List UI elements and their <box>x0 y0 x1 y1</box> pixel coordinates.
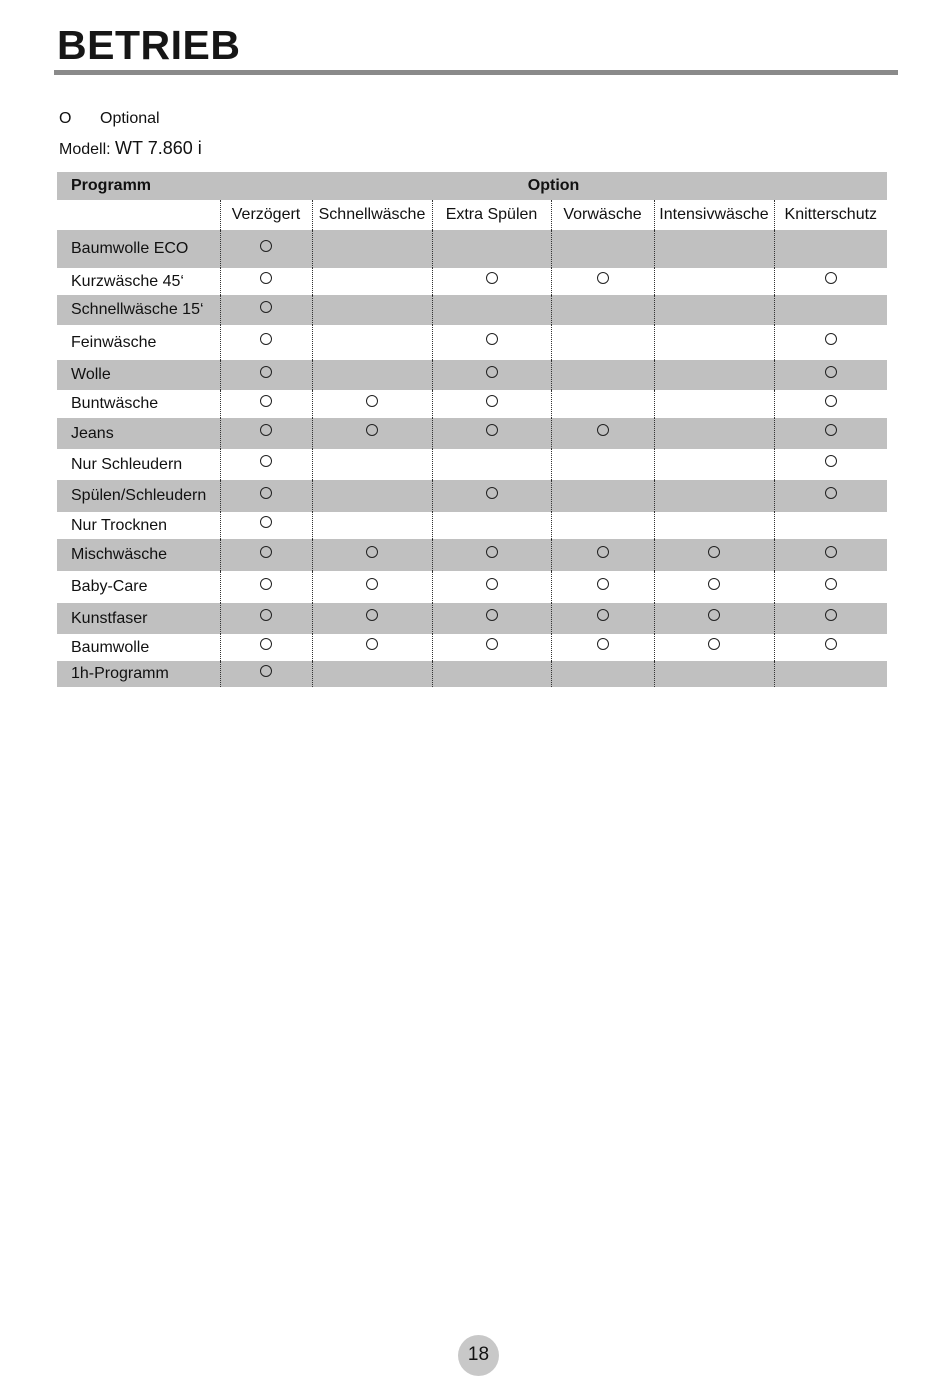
option-columns-row <box>57 200 887 230</box>
option-cell <box>551 571 654 603</box>
option-cell <box>220 418 312 449</box>
option-available-icon <box>825 638 837 650</box>
option-cell <box>654 295 774 325</box>
option-available-icon <box>486 578 498 590</box>
option-available-icon <box>597 272 609 284</box>
option-cell <box>551 634 654 661</box>
column-header: Vorwäsche <box>551 200 654 230</box>
table-row <box>57 268 887 295</box>
option-cell <box>654 449 774 480</box>
column-header: Intensivwäsche <box>654 200 774 230</box>
option-cell <box>312 230 432 268</box>
option-available-icon <box>366 424 378 436</box>
table-row <box>57 634 887 661</box>
program-name: Spülen/Schleudern <box>57 480 220 512</box>
option-available-icon <box>486 272 498 284</box>
option-cell <box>551 230 654 268</box>
option-available-icon <box>597 609 609 621</box>
option-available-icon <box>825 395 837 407</box>
title-divider <box>54 70 898 75</box>
option-cell <box>432 480 551 512</box>
program-name: Nur Trocknen <box>57 512 220 539</box>
table-row <box>57 603 887 634</box>
option-cell <box>432 571 551 603</box>
option-available-icon <box>366 609 378 621</box>
option-available-icon <box>366 395 378 407</box>
option-cell <box>220 390 312 418</box>
option-available-icon <box>260 272 272 284</box>
option-cell <box>551 539 654 571</box>
option-cell <box>654 390 774 418</box>
option-cell <box>432 230 551 268</box>
page-title: BETRIEB <box>57 22 241 68</box>
legend-symbol: O <box>59 110 72 127</box>
program-name: Baumwolle ECO <box>57 230 220 268</box>
option-cell <box>220 449 312 480</box>
option-available-icon <box>366 546 378 558</box>
option-cell <box>551 390 654 418</box>
option-cell <box>220 360 312 390</box>
option-cell <box>432 634 551 661</box>
option-cell <box>432 603 551 634</box>
option-cell <box>551 512 654 539</box>
option-available-icon <box>260 424 272 436</box>
option-cell <box>312 480 432 512</box>
option-cell <box>220 325 312 360</box>
program-name: Buntwäsche <box>57 390 220 418</box>
table-row <box>57 418 887 449</box>
page-number: 18 <box>458 1335 499 1376</box>
table-row <box>57 230 887 268</box>
option-cell <box>312 512 432 539</box>
option-cell <box>551 360 654 390</box>
option-cell <box>220 571 312 603</box>
option-cell <box>774 230 887 268</box>
option-cell <box>432 390 551 418</box>
option-available-icon <box>486 366 498 378</box>
option-available-icon <box>260 455 272 467</box>
option-cell <box>220 661 312 687</box>
table-row <box>57 571 887 603</box>
option-cell <box>432 360 551 390</box>
option-cell <box>220 230 312 268</box>
empty-header-cell <box>57 200 220 230</box>
option-available-icon <box>597 546 609 558</box>
option-available-icon <box>486 638 498 650</box>
option-available-icon <box>486 609 498 621</box>
column-header: Verzögert <box>220 200 312 230</box>
table-row <box>57 539 887 571</box>
program-name: Kunstfaser <box>57 603 220 634</box>
option-cell <box>654 512 774 539</box>
option-cell <box>654 418 774 449</box>
option-cell <box>654 268 774 295</box>
legend-label: Optional <box>100 110 160 127</box>
option-cell <box>654 634 774 661</box>
option-available-icon <box>260 546 272 558</box>
option-available-icon <box>597 578 609 590</box>
option-available-icon <box>260 240 272 252</box>
option-available-icon <box>486 424 498 436</box>
column-header: Knitterschutz <box>774 200 887 230</box>
option-cell <box>654 480 774 512</box>
option-cell <box>774 634 887 661</box>
option-cell <box>220 295 312 325</box>
program-name: 1h-Programm <box>57 661 220 687</box>
option-cell <box>774 418 887 449</box>
option-cell <box>654 230 774 268</box>
program-name: Feinwäsche <box>57 325 220 360</box>
option-cell <box>654 360 774 390</box>
option-available-icon <box>825 487 837 499</box>
option-cell <box>774 571 887 603</box>
option-available-icon <box>708 578 720 590</box>
option-available-icon <box>825 333 837 345</box>
table-row <box>57 512 887 539</box>
option-cell <box>312 603 432 634</box>
column-header: Extra Spülen <box>432 200 551 230</box>
option-group-header: Option <box>220 172 887 200</box>
option-cell <box>654 325 774 360</box>
option-cell <box>220 539 312 571</box>
option-cell <box>220 634 312 661</box>
model-line <box>59 138 202 159</box>
option-available-icon <box>260 333 272 345</box>
option-cell <box>774 512 887 539</box>
option-cell <box>312 449 432 480</box>
option-available-icon <box>260 366 272 378</box>
option-available-icon <box>825 455 837 467</box>
option-available-icon <box>825 578 837 590</box>
option-cell <box>312 360 432 390</box>
option-cell <box>312 268 432 295</box>
option-cell <box>551 295 654 325</box>
option-available-icon <box>260 578 272 590</box>
option-available-icon <box>597 424 609 436</box>
table-row <box>57 325 887 360</box>
option-available-icon <box>260 665 272 677</box>
option-available-icon <box>486 487 498 499</box>
model-label: Modell: <box>59 141 111 158</box>
option-cell <box>220 603 312 634</box>
option-available-icon <box>486 395 498 407</box>
program-name: Schnellwäsche 15‘ <box>57 295 220 325</box>
option-cell <box>774 360 887 390</box>
legend <box>59 110 160 128</box>
option-cell <box>312 390 432 418</box>
option-available-icon <box>260 609 272 621</box>
option-cell <box>432 268 551 295</box>
option-cell <box>432 539 551 571</box>
option-cell <box>312 634 432 661</box>
program-name: Wolle <box>57 360 220 390</box>
option-cell <box>551 268 654 295</box>
option-available-icon <box>260 638 272 650</box>
program-name: Kurzwäsche 45‘ <box>57 268 220 295</box>
table-row <box>57 449 887 480</box>
option-cell <box>774 480 887 512</box>
option-available-icon <box>825 424 837 436</box>
option-available-icon <box>260 487 272 499</box>
table-row <box>57 480 887 512</box>
option-cell <box>432 418 551 449</box>
option-cell <box>312 571 432 603</box>
option-available-icon <box>825 272 837 284</box>
option-cell <box>774 268 887 295</box>
option-cell <box>432 449 551 480</box>
option-available-icon <box>708 638 720 650</box>
option-cell <box>654 603 774 634</box>
option-cell <box>220 512 312 539</box>
option-available-icon <box>486 546 498 558</box>
program-name: Nur Schleudern <box>57 449 220 480</box>
model-value: WT 7.860 i <box>115 138 202 158</box>
option-cell <box>551 480 654 512</box>
option-available-icon <box>260 395 272 407</box>
option-available-icon <box>708 609 720 621</box>
option-cell <box>312 418 432 449</box>
option-cell <box>432 325 551 360</box>
option-cell <box>220 268 312 295</box>
option-cell <box>654 661 774 687</box>
option-cell <box>551 661 654 687</box>
option-cell <box>551 603 654 634</box>
option-cell <box>432 295 551 325</box>
option-cell <box>551 325 654 360</box>
option-cell <box>551 449 654 480</box>
option-available-icon <box>260 516 272 528</box>
option-cell <box>774 390 887 418</box>
table-body <box>57 230 887 687</box>
table-row <box>57 360 887 390</box>
program-options-table <box>57 172 887 687</box>
option-cell <box>774 295 887 325</box>
option-cell <box>312 661 432 687</box>
option-available-icon <box>366 578 378 590</box>
program-name: Baby-Care <box>57 571 220 603</box>
program-name: Jeans <box>57 418 220 449</box>
program-name: Baumwolle <box>57 634 220 661</box>
option-cell <box>312 539 432 571</box>
option-cell <box>312 295 432 325</box>
option-cell <box>432 512 551 539</box>
option-cell <box>774 325 887 360</box>
option-available-icon <box>366 638 378 650</box>
option-cell <box>774 449 887 480</box>
option-cell <box>774 603 887 634</box>
option-available-icon <box>825 546 837 558</box>
option-cell <box>774 539 887 571</box>
option-available-icon <box>708 546 720 558</box>
option-available-icon <box>486 333 498 345</box>
option-available-icon <box>260 301 272 313</box>
program-column-header: Programm <box>57 172 220 200</box>
option-available-icon <box>825 366 837 378</box>
option-cell <box>654 571 774 603</box>
table-row <box>57 390 887 418</box>
option-available-icon <box>597 638 609 650</box>
option-cell <box>774 661 887 687</box>
option-available-icon <box>825 609 837 621</box>
option-cell <box>312 325 432 360</box>
table-row <box>57 661 887 687</box>
column-header: Schnellwäsche <box>312 200 432 230</box>
option-cell <box>551 418 654 449</box>
table-header-row <box>57 172 887 200</box>
option-cell <box>654 539 774 571</box>
option-cell <box>432 661 551 687</box>
program-name: Mischwäsche <box>57 539 220 571</box>
table-row <box>57 295 887 325</box>
option-cell <box>220 480 312 512</box>
